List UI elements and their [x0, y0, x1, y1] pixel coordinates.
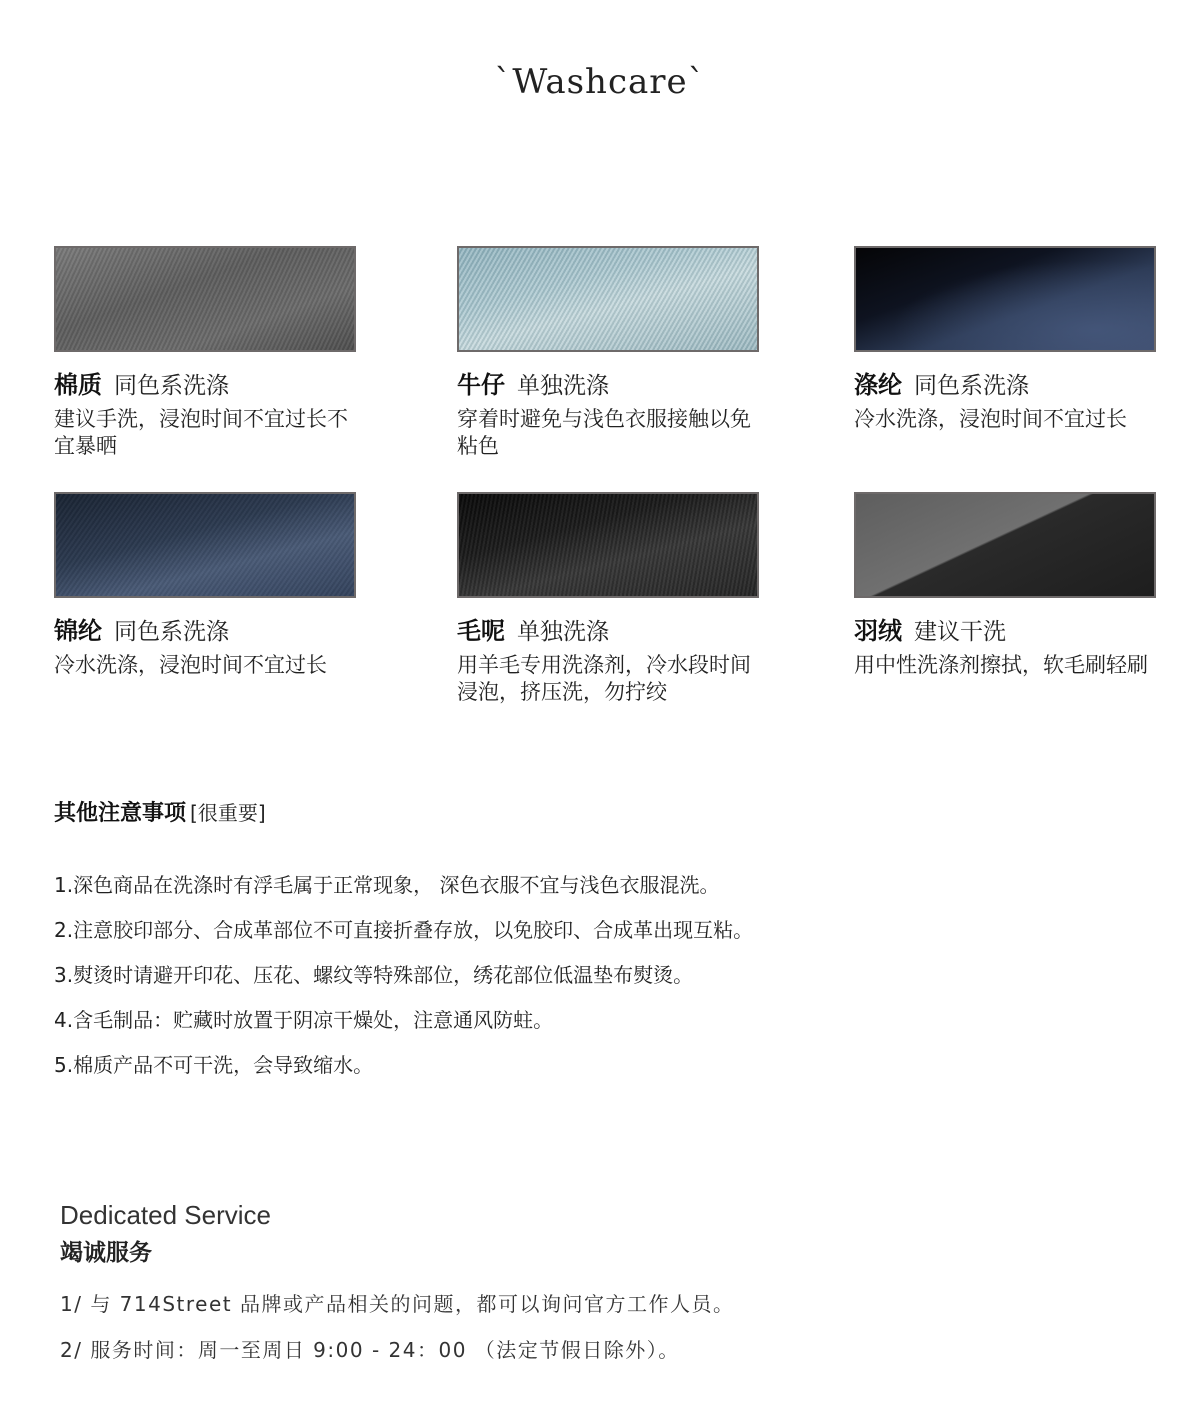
- note-item: 2.注意胶印部分、合成革部位不可直接折叠存放，以免胶印、合成革出现互粘。: [54, 918, 754, 942]
- page-title: `Washcare`: [494, 62, 706, 102]
- wool-swatch-image: [457, 492, 759, 598]
- fabric-card-polyester: [854, 246, 1156, 433]
- fabric-description: 用羊毛专用洗涤剂，冷水段时间浸泡，挤压洗，勿拧绞: [457, 653, 751, 704]
- notes-heading-text: 其他注意事项: [54, 801, 187, 826]
- fabric-card-nylon: [54, 492, 356, 679]
- nylon-swatch-image: [54, 492, 356, 598]
- fabric-heading: [854, 616, 1156, 646]
- fabric-card-denim: [457, 246, 759, 460]
- notes-heading: [54, 796, 266, 827]
- fabric-name: 棉质: [54, 371, 102, 399]
- fabric-heading: [54, 370, 356, 400]
- service-title-en: Dedicated Service: [60, 1200, 271, 1230]
- fabric-card-wool: [457, 492, 759, 706]
- fabric-card-down: [854, 492, 1156, 679]
- service-title-cn: 竭诚服务: [60, 1240, 152, 1266]
- note-item: 5.棉质产品不可干洗，会导致缩水。: [54, 1053, 374, 1077]
- polyester-swatch-image: [854, 246, 1156, 352]
- fabric-description: 用中性洗涤剂擦拭，软毛刷轻刷: [854, 653, 1148, 677]
- cotton-swatch-image: [54, 246, 356, 352]
- down-swatch-image: [854, 492, 1156, 598]
- fabric-method: 建议干洗: [914, 619, 1006, 645]
- note-item: 4.含毛制品：贮藏时放置于阴凉干燥处，注意通风防蛀。: [54, 1008, 554, 1032]
- fabric-heading: [457, 616, 759, 646]
- fabric-description: 穿着时避免与浅色衣服接触以免粘色: [457, 407, 751, 458]
- fabric-method: 同色系洗涤: [914, 373, 1029, 399]
- fabric-method: 单独洗涤: [517, 373, 609, 399]
- service-line: 2/ 服务时间：周一至周日 9:00 - 24：00 （法定节假日除外）。: [60, 1338, 680, 1362]
- fabric-name: 锦纶: [54, 617, 102, 645]
- fabric-name: 牛仔: [457, 371, 505, 399]
- fabric-heading: [457, 370, 759, 400]
- fabric-description: 冷水洗涤，浸泡时间不宜过长: [854, 407, 1127, 431]
- notes-tag: [很重要]: [190, 801, 266, 825]
- note-item: 1.深色商品在洗涤时有浮毛属于正常现象， 深色衣服不宜与浅色衣服混洗。: [54, 873, 720, 897]
- fabric-method: 同色系洗涤: [114, 373, 229, 399]
- note-item: 3.熨烫时请避开印花、压花、螺纹等特殊部位，绣花部位低温垫布熨烫。: [54, 963, 694, 987]
- denim-swatch-image: [457, 246, 759, 352]
- fabric-heading: [54, 616, 356, 646]
- fabric-card-cotton: [54, 246, 356, 460]
- service-line: 1/ 与 714Street 品牌或产品相关的问题，都可以询问官方工作人员。: [60, 1292, 735, 1316]
- fabric-name: 毛呢: [457, 617, 505, 645]
- fabric-method: 单独洗涤: [517, 619, 609, 645]
- fabric-name: 涤纶: [854, 371, 902, 399]
- fabric-description: 冷水洗涤，浸泡时间不宜过长: [54, 653, 327, 677]
- notes-list: [54, 872, 753, 1097]
- fabric-description: 建议手洗，浸泡时间不宜过长不宜暴晒: [54, 407, 348, 458]
- fabric-name: 羽绒: [854, 617, 902, 645]
- fabric-method: 同色系洗涤: [114, 619, 229, 645]
- fabric-heading: [854, 370, 1156, 400]
